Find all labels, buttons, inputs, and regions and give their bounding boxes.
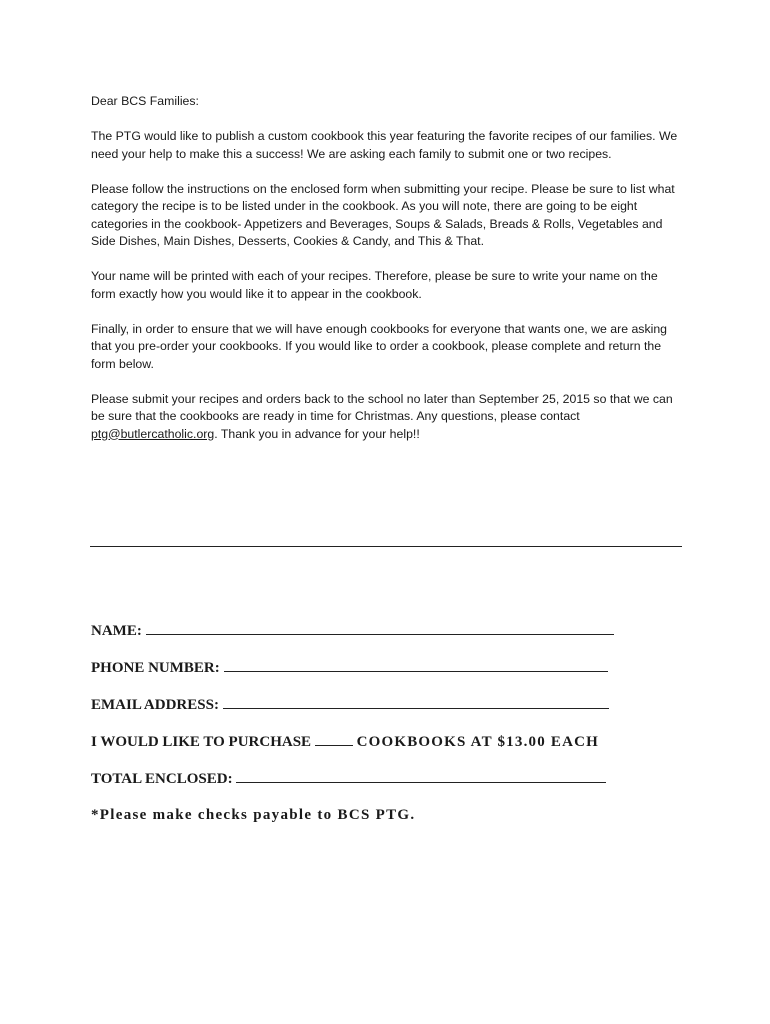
total-field[interactable] <box>236 768 606 783</box>
purchase-prefix: I WOULD LIKE TO PURCHASE <box>91 734 312 750</box>
paragraph-instructions: Please follow the instructions on the enclosed form when submitting your recipe. Please be sure to list what category the recipe is to be listed under in the cookbook. As you will note, there are going to be eight categories in the cookbook- Appetizers and Beverages, Soups & Salads, Breads & Rolls, Vegetables and Side Dishes, Main Dishes, Desserts, Cookies & Candy, and This & That. <box>91 181 675 248</box>
purchase-row <box>91 731 599 751</box>
name-row <box>91 620 614 640</box>
email-label: EMAIL ADDRESS: <box>91 697 219 713</box>
total-row <box>91 768 606 788</box>
phone-field[interactable] <box>224 657 608 672</box>
thanks-text: . Thank you in advance for your help!! <box>214 426 420 441</box>
salutation: Dear BCS Families: <box>91 94 199 108</box>
letter-body <box>91 93 681 461</box>
paragraph-preorder: Finally, in order to ensure that we will have enough cookbooks for everyone that wants one, we are asking that you pre-order your cookbooks. If you would like to order a cookbook, please complete and return the form below. <box>91 321 668 371</box>
phone-label: PHONE NUMBER: <box>91 660 220 676</box>
divider-line <box>90 546 682 547</box>
email-link[interactable]: ptg@butlercatholic.org <box>91 426 215 441</box>
purchase-suffix: COOKBOOKS AT $13.00 EACH <box>356 734 600 750</box>
name-label: NAME: <box>91 623 142 639</box>
paragraph-deadline <box>91 391 681 444</box>
phone-row <box>91 657 608 677</box>
paragraph-name-printing: Your name will be printed with each of your recipes. Therefore, please be sure to write your name on the form exactly how you would like it to appear in the cookbook. <box>91 269 658 301</box>
paragraph-intro: The PTG would like to publish a custom cookbook this year featuring the favorite recipes of our families. We need your help to make this a success! We are asking each family to submit one or two recipes. <box>91 129 678 161</box>
quantity-field[interactable] <box>315 731 353 746</box>
checks-note: *Please make checks payable to BCS PTG. <box>91 807 416 823</box>
email-row <box>91 694 609 714</box>
name-field[interactable] <box>146 620 614 635</box>
email-field[interactable] <box>223 694 609 709</box>
total-label: TOTAL ENCLOSED: <box>91 771 233 787</box>
deadline-text: Please submit your recipes and orders back to the school no later than September 25, 2015 so that we can be sure that the cookbooks are ready in time for Christmas. Any questions, please contact <box>91 391 673 423</box>
